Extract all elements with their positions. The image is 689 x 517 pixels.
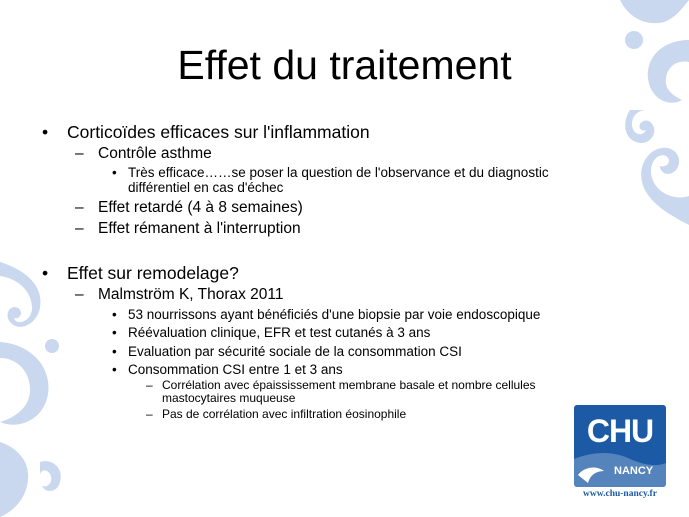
top-right-ornament <box>560 0 689 225</box>
dash-bullet: – <box>75 220 84 237</box>
left-ornament <box>0 262 70 517</box>
section2-heading: Effet sur remodelage? <box>67 263 239 283</box>
bullet: • <box>112 344 117 359</box>
section2-item: Consommation CSI entre 1 et 3 ans <box>128 362 343 377</box>
dash-bullet: – <box>75 286 84 303</box>
bullet: • <box>112 165 117 180</box>
section2-subitem1-line2: mastocytaires muqueuse <box>162 391 296 405</box>
logo-url-text: www.chu-nancy.fr <box>583 489 657 499</box>
section2-subitem1-line1: Corrélation avec épaississement membrane basale et nombre cellules <box>162 378 536 392</box>
slide-title: Effet du traitement <box>177 42 512 88</box>
section2-subitem2: Pas de corrélation avec infiltration éosinophile <box>162 407 407 421</box>
section2-item: Réévaluation clinique, EFR et test cutanés à 3 ans <box>128 325 431 340</box>
bullet: • <box>42 263 49 283</box>
section1-heading: Corticoïdes efficaces sur l'inflammation <box>67 122 370 142</box>
bullet: • <box>112 307 117 322</box>
chu-nancy-logo <box>574 405 666 503</box>
logo-chu-text: CHU <box>586 413 654 449</box>
section1-sub1: Contrôle asthme <box>98 145 212 162</box>
dash-bullet: – <box>75 145 84 162</box>
section1-sub3: Effet rémanent à l'interruption <box>98 220 301 237</box>
logo-city-text: NANCY <box>614 465 654 477</box>
section2-item: Evaluation par sécurité sociale de la consommation CSI <box>128 344 462 359</box>
dash-bullet: – <box>75 199 84 216</box>
dash-bullet: – <box>146 407 153 421</box>
logo-box <box>574 405 666 487</box>
bullet: • <box>112 362 117 377</box>
section1-detail-line1: Très efficace……se poser la question de l'observance et du diagnostic <box>128 165 549 180</box>
bullet: • <box>42 122 49 142</box>
bullet: • <box>112 325 117 340</box>
section2-sub1: Malmström K, Thorax 2011 <box>98 286 284 303</box>
section1-sub2: Effet retardé (4 à 8 semaines) <box>98 199 303 216</box>
section2-item: 53 nourrissons ayant bénéficiés d'une biopsie par voie endoscopique <box>128 307 541 322</box>
dash-bullet: – <box>146 378 153 392</box>
section1-detail-line2: différentiel en cas d'échec <box>128 180 284 195</box>
